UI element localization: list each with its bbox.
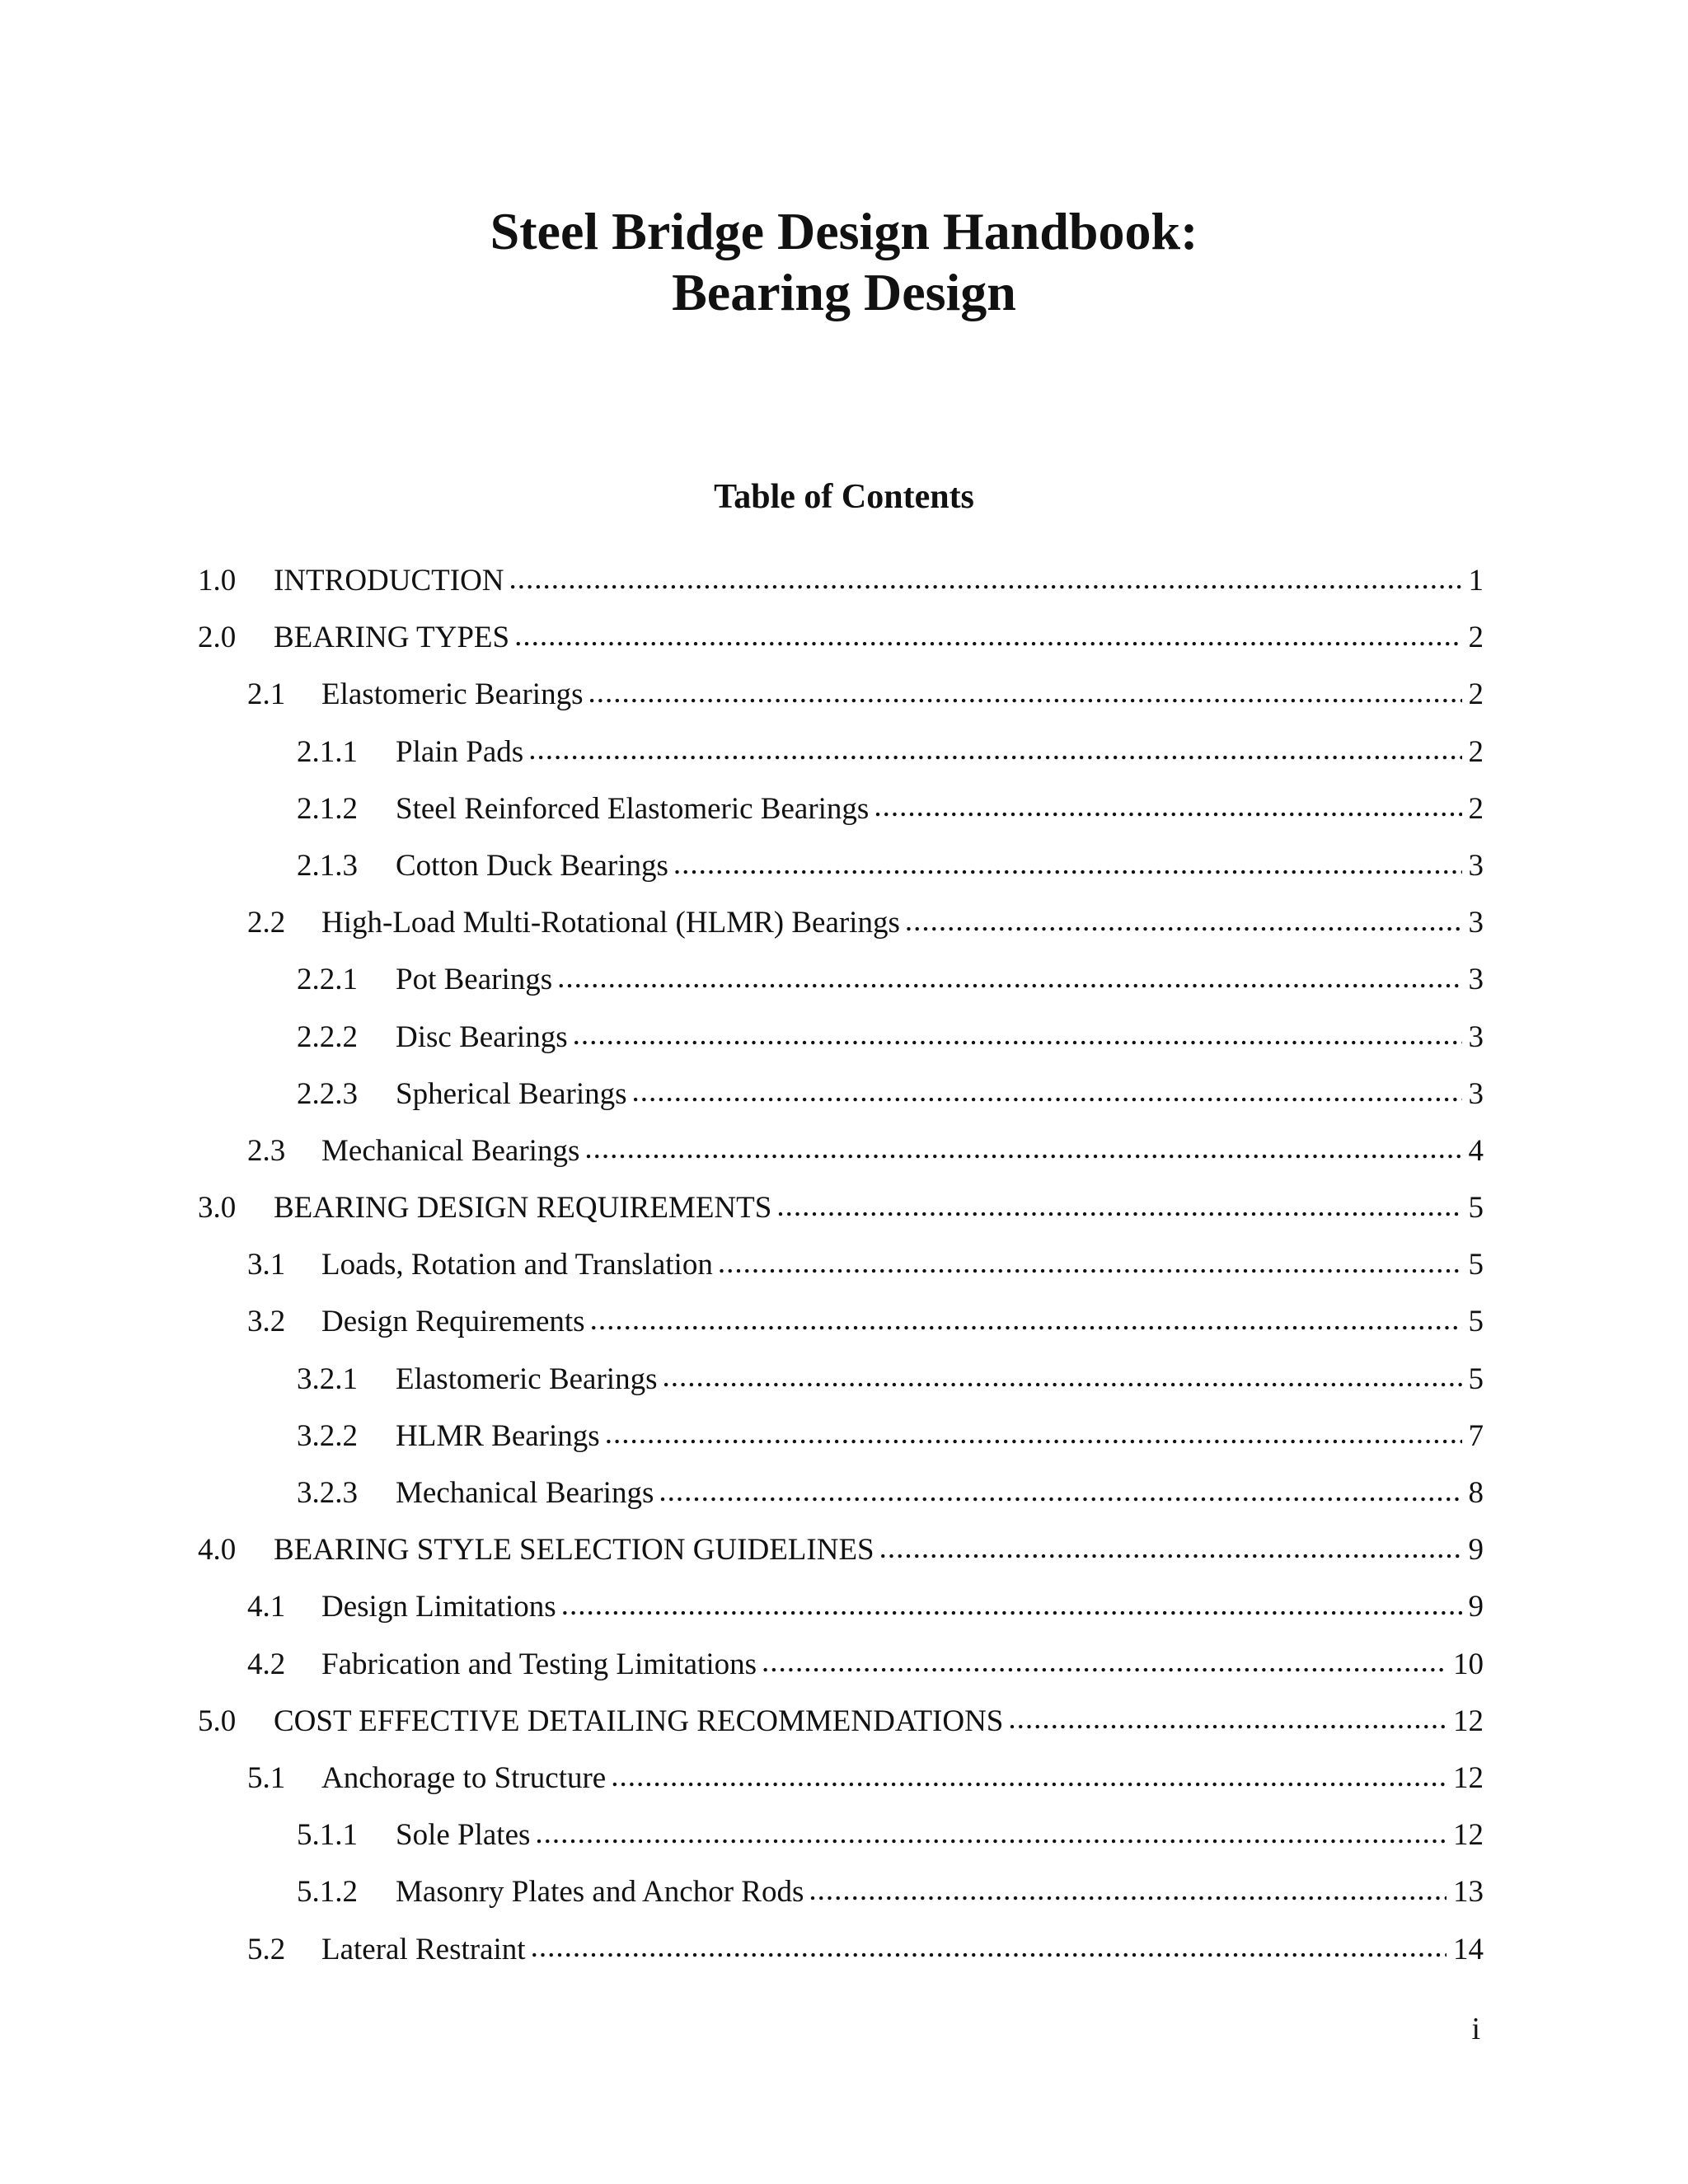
toc-entry-number: 1.0	[198, 564, 237, 598]
toc-entry[interactable]	[198, 837, 1484, 894]
dot-leader	[561, 1591, 1462, 1624]
toc-entry[interactable]	[198, 1750, 1484, 1807]
toc-entry-page: 12	[1453, 1760, 1484, 1795]
toc-entry-page: 2	[1468, 791, 1484, 826]
toc-entry-page: 5	[1468, 1248, 1484, 1282]
toc-entry-number: 2.1.3	[297, 848, 358, 883]
dot-leader	[879, 1534, 1462, 1567]
toc-entry[interactable]	[198, 1921, 1484, 1978]
toc-entry[interactable]	[198, 1408, 1484, 1465]
toc-entry-number: 4.1	[247, 1590, 286, 1624]
toc-entry[interactable]	[198, 1066, 1484, 1122]
toc-entry-page: 7	[1468, 1418, 1484, 1453]
toc-entry-page: 3	[1468, 906, 1484, 940]
toc-entry-number: 5.1	[247, 1760, 286, 1795]
dot-leader	[573, 1020, 1462, 1053]
dot-leader	[659, 1477, 1461, 1510]
toc-entry[interactable]	[198, 724, 1484, 780]
toc-entry-title: HLMR Bearings	[396, 1418, 600, 1453]
toc-entry-title: Masonry Plates and Anchor Rods	[396, 1875, 804, 1910]
toc-entry[interactable]	[198, 1179, 1484, 1236]
document-title-line-2: Bearing Design	[672, 263, 1016, 321]
toc-entry-title: INTRODUCTION	[274, 564, 504, 598]
toc-entry-number: 5.2	[247, 1932, 286, 1966]
toc-entry-title: Spherical Bearings	[396, 1076, 627, 1111]
toc-entry[interactable]	[198, 609, 1484, 666]
toc-entry-page: 5	[1468, 1191, 1484, 1226]
toc-entry-title: Loads, Rotation and Translation	[321, 1248, 713, 1282]
toc-entry-page: 10	[1453, 1647, 1484, 1681]
dot-leader	[509, 565, 1462, 598]
toc-entry[interactable]	[198, 666, 1484, 723]
toc-entry[interactable]	[198, 1578, 1484, 1635]
toc-heading: Table of Contents	[714, 478, 974, 516]
toc-entry-title: BEARING STYLE SELECTION GUIDELINES	[274, 1533, 874, 1568]
toc-entry-number: 3.0	[198, 1191, 237, 1226]
toc-entry-title: BEARING DESIGN REQUIREMENTS	[274, 1191, 772, 1226]
toc-entry-page: 12	[1453, 1704, 1484, 1738]
dot-leader	[905, 907, 1462, 940]
toc-entry-title: Plain Pads	[396, 734, 524, 769]
toc-entry[interactable]	[198, 1465, 1484, 1521]
toc-entry-page: 8	[1468, 1476, 1484, 1510]
toc-entry-page: 3	[1468, 1019, 1484, 1054]
toc-entry-number: 2.0	[198, 621, 237, 655]
dot-leader	[662, 1362, 1461, 1395]
toc-entry-number: 2.2.2	[297, 1019, 358, 1054]
toc-entry-title: High-Load Multi-Rotational (HLMR) Bearings	[321, 906, 900, 940]
toc-entry-title: Anchorage to Structure	[321, 1760, 607, 1795]
toc-entry-title: Cotton Duck Bearings	[396, 848, 668, 883]
toc-entry[interactable]	[198, 1009, 1484, 1066]
toc-entry-page: 2	[1468, 734, 1484, 769]
toc-entry-title: Mechanical Bearings	[396, 1476, 654, 1510]
toc-entry-title: Lateral Restraint	[321, 1932, 526, 1966]
dot-leader	[809, 1876, 1447, 1909]
toc-entry[interactable]	[198, 894, 1484, 951]
toc-entry-title: Design Limitations	[321, 1590, 556, 1624]
toc-entry-number: 4.0	[198, 1533, 237, 1568]
toc-entry-page: 5	[1468, 1305, 1484, 1339]
dot-leader	[588, 678, 1461, 711]
toc-entry-title: Pot Bearings	[396, 963, 553, 997]
toc-entry-page: 1	[1468, 564, 1484, 598]
toc-entry-page: 5	[1468, 1361, 1484, 1396]
toc-entry-number: 3.2	[247, 1305, 286, 1339]
toc-entry[interactable]	[198, 1236, 1484, 1293]
toc-entry-title: BEARING TYPES	[274, 621, 510, 655]
toc-entry-number: 2.2	[247, 906, 286, 940]
toc-entry-number: 2.1	[247, 677, 286, 712]
toc-entry-title: Sole Plates	[396, 1818, 531, 1853]
toc-entry-title: Fabrication and Testing Limitations	[321, 1647, 757, 1681]
page-number: i	[1471, 2012, 1480, 2046]
toc-entry-page: 2	[1468, 677, 1484, 712]
table-of-contents	[198, 552, 1484, 1978]
dot-leader	[590, 1305, 1462, 1338]
toc-entry-number: 2.2.3	[297, 1076, 358, 1111]
dot-leader	[605, 1419, 1462, 1452]
toc-entry-page: 4	[1468, 1133, 1484, 1168]
toc-entry-page: 3	[1468, 963, 1484, 997]
toc-entry[interactable]	[198, 552, 1484, 609]
toc-entry-number: 3.1	[247, 1248, 286, 1282]
toc-entry[interactable]	[198, 1863, 1484, 1920]
toc-entry-page: 14	[1453, 1932, 1484, 1966]
toc-entry[interactable]	[198, 1693, 1484, 1750]
toc-entry-page: 12	[1453, 1818, 1484, 1853]
toc-entry-number: 5.1.2	[297, 1875, 358, 1910]
dot-leader	[874, 792, 1461, 825]
toc-entry[interactable]	[198, 780, 1484, 837]
toc-entry-number: 4.2	[247, 1647, 286, 1681]
toc-entry-title: Elastomeric Bearings	[396, 1361, 658, 1396]
dot-leader	[1008, 1704, 1447, 1737]
dot-leader	[514, 621, 1461, 654]
toc-entry-title: Elastomeric Bearings	[321, 677, 584, 712]
dot-leader	[535, 1819, 1447, 1852]
toc-entry-title: Mechanical Bearings	[321, 1133, 580, 1168]
toc-entry[interactable]	[198, 1122, 1484, 1179]
dot-leader	[611, 1762, 1447, 1795]
toc-entry-number: 3.2.1	[297, 1361, 358, 1396]
toc-entry-title: Design Requirements	[321, 1305, 585, 1339]
toc-entry-number: 5.0	[198, 1704, 237, 1738]
dot-leader	[762, 1647, 1447, 1680]
dot-leader	[584, 1134, 1461, 1167]
toc-entry-title: Disc Bearings	[396, 1019, 568, 1054]
toc-entry-number: 2.1.1	[297, 734, 358, 769]
dot-leader	[673, 850, 1462, 883]
dot-leader	[776, 1192, 1461, 1225]
toc-entry-page: 9	[1468, 1533, 1484, 1568]
dot-leader	[528, 735, 1461, 768]
toc-entry-number: 3.2.3	[297, 1476, 358, 1510]
toc-entry-title: Steel Reinforced Elastomeric Bearings	[396, 791, 870, 826]
toc-entry-number: 2.2.1	[297, 963, 358, 997]
toc-entry-page: 2	[1468, 621, 1484, 655]
toc-entry-title: COST EFFECTIVE DETAILING RECOMMENDATIONS	[274, 1704, 1004, 1738]
dot-leader	[531, 1933, 1447, 1966]
toc-entry[interactable]	[198, 1807, 1484, 1863]
toc-entry-number: 3.2.2	[297, 1418, 358, 1453]
dot-leader	[557, 963, 1461, 996]
toc-entry-page: 3	[1468, 848, 1484, 883]
toc-entry-number: 2.1.2	[297, 791, 358, 826]
toc-entry-number: 2.3	[247, 1133, 286, 1168]
toc-entry[interactable]	[198, 951, 1484, 1008]
toc-entry-page: 9	[1468, 1590, 1484, 1624]
dot-leader	[718, 1249, 1462, 1282]
toc-entry[interactable]	[198, 1521, 1484, 1578]
toc-entry-page: 13	[1453, 1875, 1484, 1910]
toc-entry-page: 3	[1468, 1076, 1484, 1111]
toc-entry-number: 5.1.1	[297, 1818, 358, 1853]
dot-leader	[632, 1077, 1462, 1110]
toc-entry[interactable]	[198, 1351, 1484, 1408]
document-title-line-1: Steel Bridge Design Handbook:	[490, 202, 1198, 260]
toc-entry[interactable]	[198, 1636, 1484, 1693]
toc-entry[interactable]	[198, 1293, 1484, 1350]
